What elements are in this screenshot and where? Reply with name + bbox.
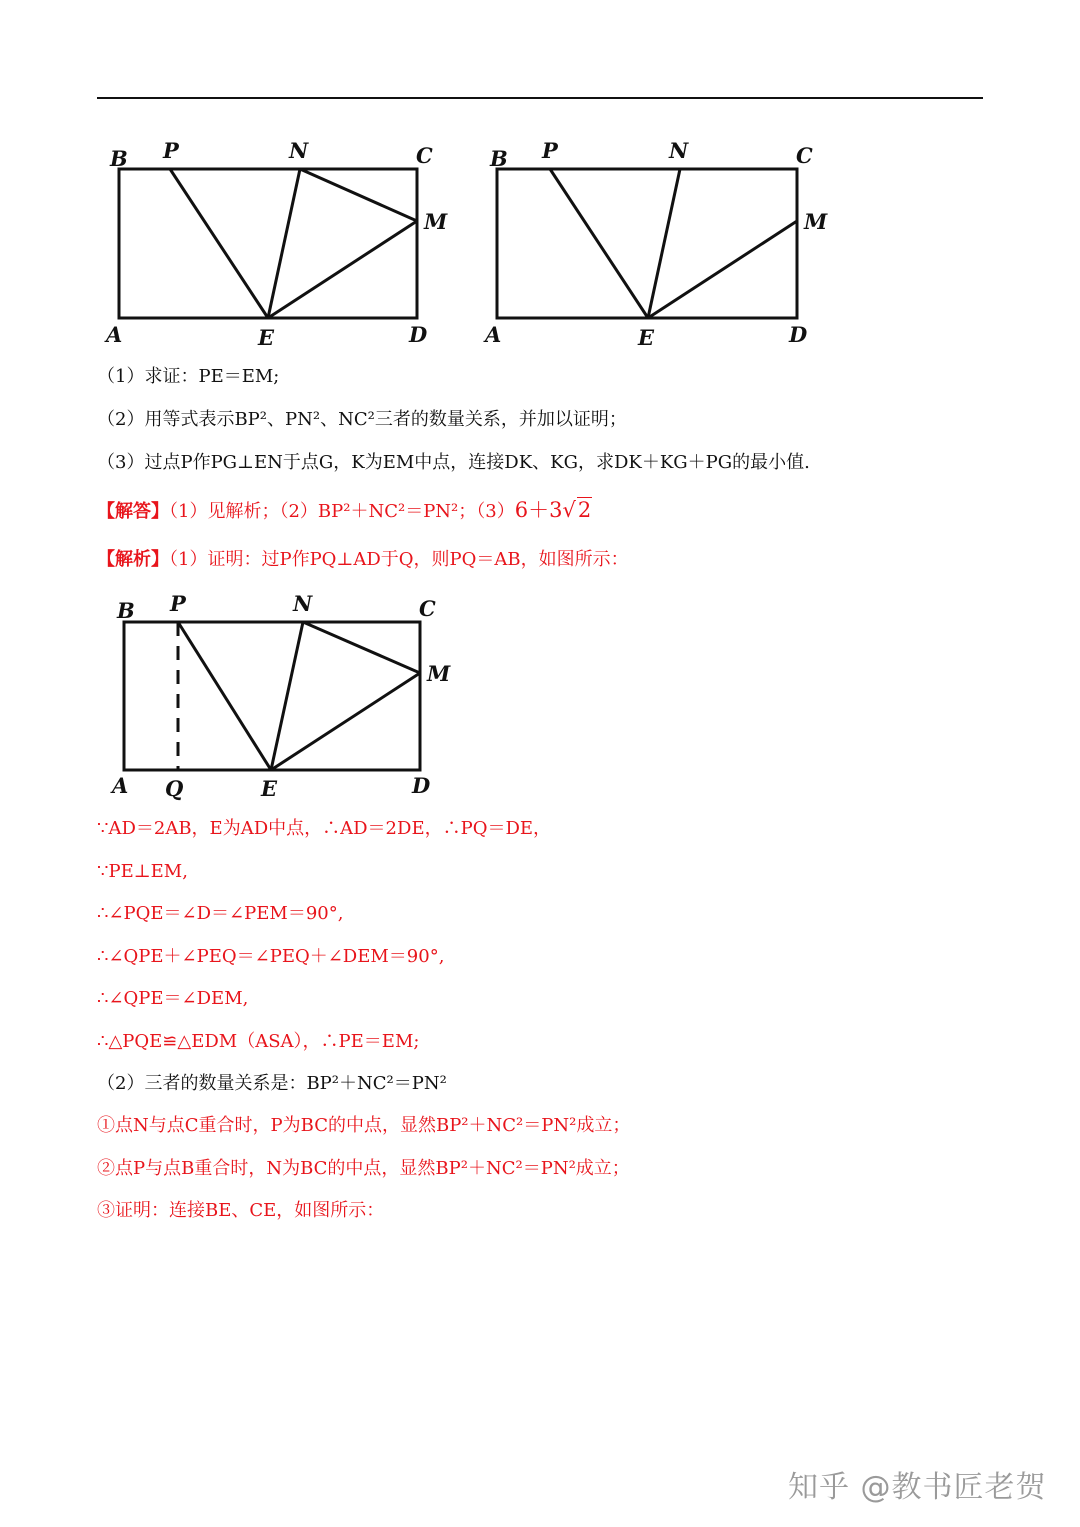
- step-4: ∴∠QPE＋∠PEQ＝∠PEQ＋∠DEM＝90°,: [97, 946, 445, 967]
- analysis-tag: 【解析】: [97, 549, 169, 570]
- step-7: （2）三者的数量关系是：BP²＋NC²＝PN²: [97, 1073, 447, 1094]
- analysis-intro: （1）证明：过P作PQ⊥AD于Q，则PQ＝AB，如图所示：: [169, 549, 629, 570]
- fig1-label-b: B: [110, 146, 128, 171]
- fig2-label-b: B: [490, 146, 508, 171]
- fig3-label-d: D: [412, 773, 431, 798]
- sqrt-symbol: √2: [562, 498, 592, 522]
- fig3-label-e: E: [261, 776, 278, 801]
- question-2: （2）用等式表示BP²、PN²、NC²三者的数量关系，并加以证明；: [97, 409, 627, 430]
- answer-text: （1）见解析；（2）BP²＋NC²＝PN²；（3）: [169, 501, 515, 522]
- fig2-label-n: N: [669, 138, 689, 163]
- answer-tag: 【解答】: [97, 501, 169, 522]
- fig1-label-d: D: [409, 322, 428, 347]
- fig2-label-e: E: [638, 325, 655, 350]
- watermark: 知乎 @教书匠老贺: [788, 1470, 1047, 1505]
- fig2-label-m: M: [804, 209, 828, 234]
- fig3-label-n: N: [293, 591, 313, 616]
- fig2-label-c: C: [796, 143, 813, 168]
- fig1-label-a: A: [106, 322, 123, 347]
- fig1-label-c: C: [416, 143, 433, 168]
- fig3-label-a: A: [112, 773, 129, 798]
- answer-value-radicand: 2: [577, 498, 592, 522]
- step-2: ∵PE⊥EM,: [97, 861, 188, 882]
- fig1-label-n: N: [289, 138, 309, 163]
- fig1-label-p: P: [163, 138, 179, 163]
- fig3-rectangle: [124, 622, 420, 770]
- fig3-label-b: B: [117, 598, 135, 623]
- step-9: ②点P与点B重合时，N为BC的中点，显然BP²＋NC²＝PN²成立；: [97, 1158, 630, 1179]
- step-3: ∴∠PQE＝∠D＝∠PEM＝90°,: [97, 903, 344, 924]
- fig3-segment-ne: [271, 622, 303, 770]
- question-3: （3）过点P作PG⊥EN于点G，K为EM中点，连接DK、KG，求DK＋KG＋PG的最小值.: [97, 452, 810, 473]
- fig3-label-c: C: [419, 596, 436, 621]
- fig2-label-a: A: [485, 322, 502, 347]
- fig3-label-m: M: [427, 661, 451, 686]
- step-6: ∴△PQE≌△EDM（ASA），∴PE＝EM;: [97, 1031, 420, 1052]
- question-1: （1）求证：PE＝EM;: [97, 366, 280, 387]
- fig3-label-q: Q: [165, 776, 184, 801]
- fig2-label-p: P: [542, 138, 558, 163]
- fig3-segment-em: [271, 673, 420, 770]
- fig3-segment-nm: [303, 622, 420, 673]
- fig3-segment-pe: [178, 622, 271, 770]
- fig2-label-d: D: [789, 322, 808, 347]
- answer-value-prefix: 6＋3: [514, 498, 563, 522]
- fig1-label-m: M: [424, 209, 448, 234]
- step-5: ∴∠QPE＝∠DEM,: [97, 988, 249, 1009]
- fig3-label-p: P: [170, 591, 186, 616]
- step-10: ③证明：连接BE、CE，如图所示：: [97, 1200, 385, 1221]
- fig1-label-e: E: [258, 325, 275, 350]
- step-1: ∵AD＝2AB，E为AD中点，∴AD＝2DE，∴PQ＝DE，: [97, 818, 552, 839]
- step-8: ①点N与点C重合时，P为BC的中点，显然BP²＋NC²＝PN²成立；: [97, 1115, 631, 1136]
